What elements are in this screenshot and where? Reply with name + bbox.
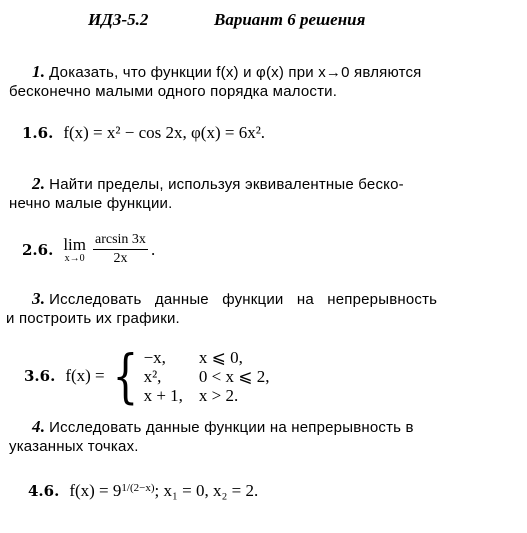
problem-2-6-period: . [150, 239, 156, 259]
task4-line1 [32, 417, 414, 437]
fraction-denominator: 2x [113, 251, 128, 266]
problem-4-6-exponent: 1/(2−x) [121, 482, 155, 494]
task2-line1 [32, 174, 404, 194]
problem-4-6-base: f(x) = 9 [69, 481, 122, 500]
task3-text-2: и построить их графики. [6, 310, 180, 327]
problem-1-6 [22, 123, 265, 143]
piecewise-cases [144, 348, 270, 405]
variant-title: Вариант 6 решения [214, 10, 366, 29]
limit-fraction [93, 232, 148, 267]
limit-word: lim [63, 234, 86, 254]
limit-operator [63, 236, 86, 264]
task3-text-1: Исследовать данные функции на непрерывность [49, 291, 438, 308]
task1-number: 1. [32, 62, 46, 81]
task3-line1 [32, 289, 437, 309]
problem-3-6 [24, 342, 270, 410]
problem-1-6-expression: f(x) = x² − cos 2x, φ(x) = 6x². [63, 123, 266, 142]
fraction-numerator: arcsin 3x [93, 232, 148, 250]
case-3-cond: x > 2. [198, 385, 239, 405]
problem-2-6 [22, 232, 155, 267]
task4-text-1: Исследовать данные функции на непрерывность в [49, 419, 414, 436]
task2-text-1: Найти пределы, используя эквивалентные беско- [49, 176, 404, 193]
task4-text-2: указанных точках. [9, 438, 139, 455]
task2-text-2: нечно малые функции. [9, 195, 173, 212]
task4-number: 4. [32, 417, 46, 436]
task3-number: 3. [32, 289, 46, 308]
problem-4-6-number: 4.6. [28, 482, 60, 500]
problem-2-6-number: 2.6. [22, 240, 54, 259]
limit-subscript: x→0 [64, 252, 85, 264]
task1-line1 [32, 62, 422, 82]
case-1-cond: x ⩽ 0, [198, 347, 243, 367]
left-brace: { [112, 342, 139, 410]
problem-3-6-number: 3.6. [24, 367, 56, 385]
task1-text-2: бесконечно малыми одного порядка малости. [9, 83, 338, 100]
problem-1-6-number: 1.6. [22, 124, 54, 142]
task2-number: 2. [32, 174, 46, 193]
piecewise-lhs: f(x) = [65, 366, 105, 385]
case-1-expr: −x, [143, 347, 166, 367]
case-3-expr: x + 1, [143, 385, 183, 405]
case-2-expr: x², [143, 366, 162, 386]
problem-4-6 [28, 481, 258, 501]
task1-text-1: Доказать, что функции f(x) и φ(x) при x→0 являются [49, 64, 422, 81]
doc-id: ИДЗ-5.2 [88, 10, 149, 29]
case-2-cond: 0 < x ⩽ 2, [198, 366, 270, 386]
problem-4-6-points: ; x₁ = 0, x₂ = 2. [154, 481, 259, 500]
